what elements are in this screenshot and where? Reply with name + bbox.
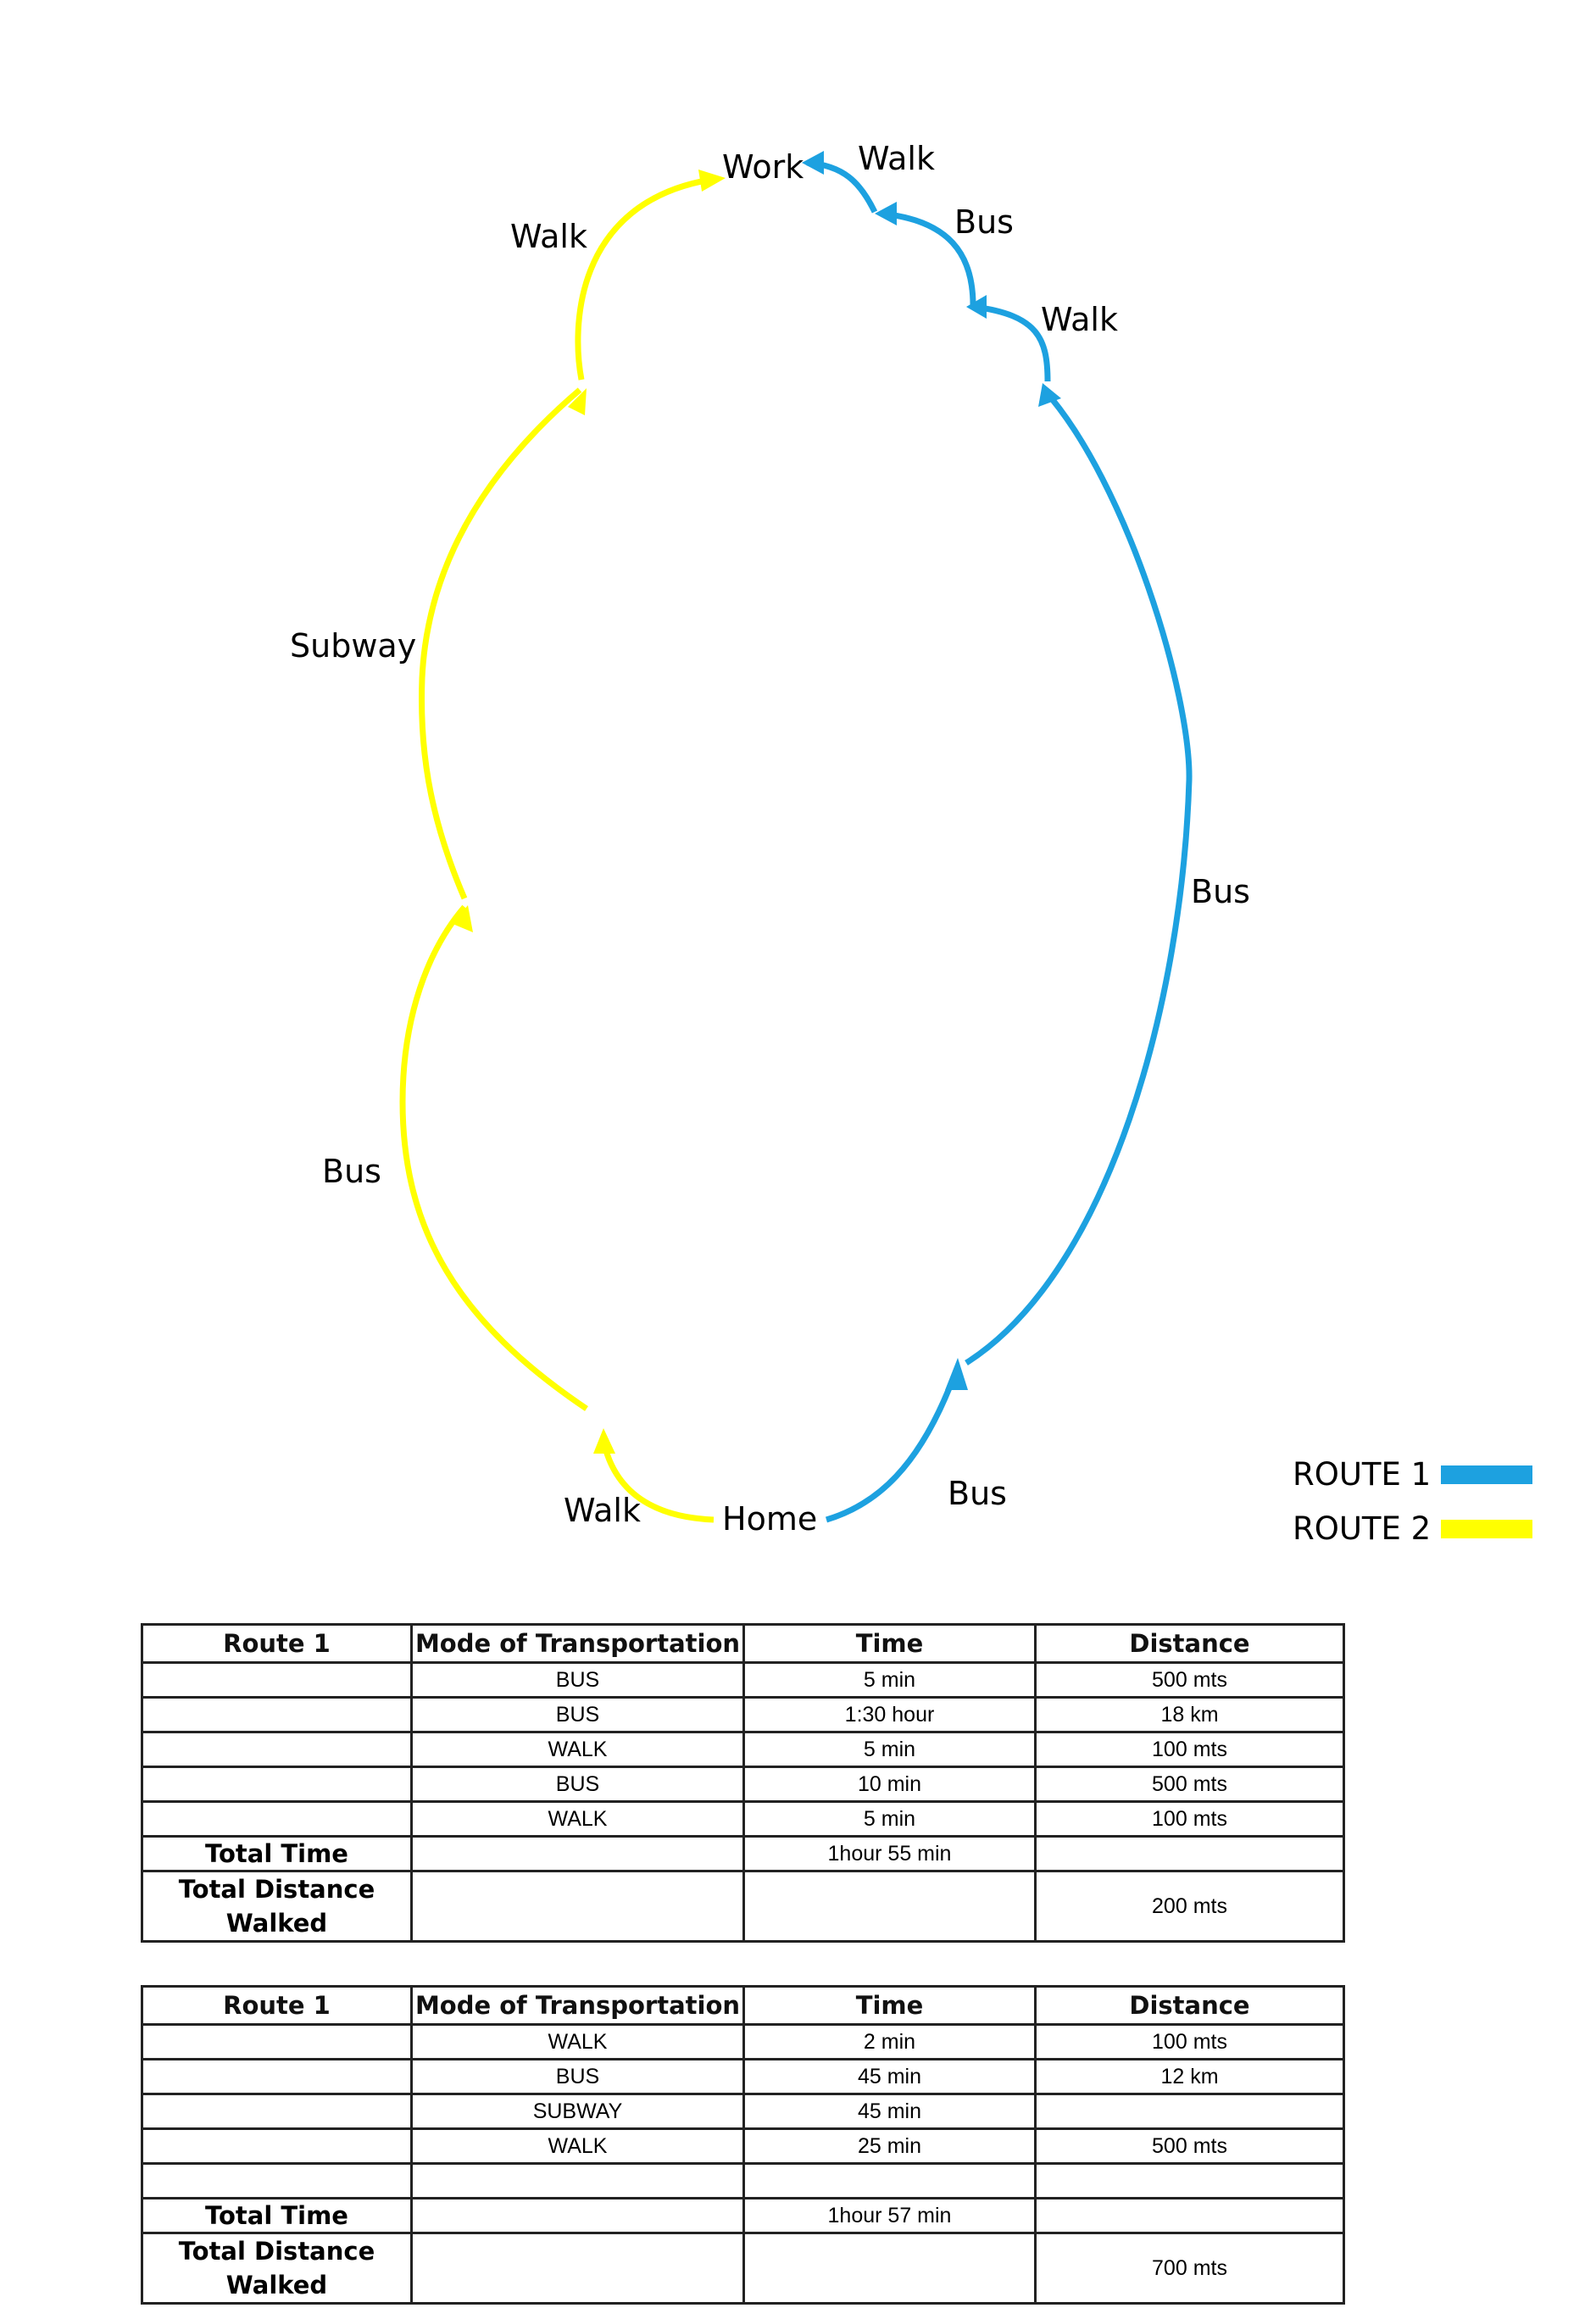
route-2-label-bus: Bus bbox=[322, 1153, 381, 1190]
table-header-row bbox=[142, 1625, 1344, 1663]
table-cell: 45 min bbox=[744, 2094, 1036, 2129]
route-2-label-walk-1: Walk bbox=[564, 1492, 641, 1529]
column-header: Distance bbox=[1036, 1625, 1344, 1663]
column-header: Mode of Transportation bbox=[412, 1625, 744, 1663]
total-time-row bbox=[142, 2199, 1344, 2233]
route-2-segment-subway bbox=[422, 390, 580, 898]
table-cell bbox=[1036, 2164, 1344, 2199]
column-header: Time bbox=[744, 1987, 1036, 2025]
table-cell bbox=[142, 1732, 412, 1767]
table-cell bbox=[1036, 2199, 1344, 2233]
table-cell bbox=[1036, 1837, 1344, 1871]
table-cell: 18 km bbox=[1036, 1698, 1344, 1732]
arrowhead-icon bbox=[802, 151, 824, 175]
column-header: Time bbox=[744, 1625, 1036, 1663]
table-cell: 5 min bbox=[744, 1663, 1036, 1698]
table-cell: BUS bbox=[412, 1698, 744, 1732]
route-2-path bbox=[403, 180, 714, 1520]
table-cell: WALK bbox=[412, 2129, 744, 2164]
legend-route-2 bbox=[1293, 1510, 1532, 1547]
table-cell: BUS bbox=[412, 1767, 744, 1802]
total-distance-row bbox=[142, 2233, 1344, 2304]
table-row bbox=[142, 1767, 1344, 1802]
route-1-label-walk-1: Walk bbox=[1041, 301, 1118, 338]
table-row bbox=[142, 2164, 1344, 2199]
table-cell: WALK bbox=[412, 1732, 744, 1767]
total-time-label: Total Time bbox=[142, 2199, 412, 2233]
column-header: Route 1 bbox=[142, 1987, 412, 2025]
table-cell: WALK bbox=[412, 1802, 744, 1837]
table-cell bbox=[142, 1698, 412, 1732]
total-distance-label-line-1: Total Distance bbox=[178, 2237, 375, 2266]
total-distance-label bbox=[142, 2233, 412, 2304]
route-1-segment-bus-1 bbox=[826, 1377, 954, 1520]
table-row bbox=[142, 2060, 1344, 2094]
route-2-segment-walk-2 bbox=[578, 180, 710, 380]
table-row bbox=[142, 2129, 1344, 2164]
route-2-label-subway: Subway bbox=[290, 627, 417, 665]
total-distance-value: 200 mts bbox=[1036, 1871, 1344, 1942]
column-header: Mode of Transportation bbox=[412, 1987, 744, 2025]
legend-label: ROUTE 2 bbox=[1293, 1510, 1432, 1547]
table-cell: 5 min bbox=[744, 1802, 1036, 1837]
table-cell: 12 km bbox=[1036, 2060, 1344, 2094]
table-row bbox=[142, 2025, 1344, 2060]
total-distance-row bbox=[142, 1871, 1344, 1942]
table-cell: 5 min bbox=[744, 1732, 1036, 1767]
table-row bbox=[142, 2094, 1344, 2129]
route-1-label-walk-2: Walk bbox=[858, 140, 935, 177]
table-header-row bbox=[142, 1987, 1344, 2025]
table-cell bbox=[1036, 2094, 1344, 2129]
table-cell: BUS bbox=[412, 1663, 744, 1698]
legend-swatch bbox=[1441, 1520, 1532, 1538]
table-cell bbox=[142, 2060, 412, 2094]
table-cell: 100 mts bbox=[1036, 2025, 1344, 2060]
table-cell: 25 min bbox=[744, 2129, 1036, 2164]
route-table-2 bbox=[141, 1985, 1345, 2305]
total-time-value: 1hour 55 min bbox=[744, 1837, 1036, 1871]
table-cell: SUBWAY bbox=[412, 2094, 744, 2129]
route-1-label-bus-3: Bus bbox=[954, 203, 1014, 241]
table-cell: BUS bbox=[412, 2060, 744, 2094]
node-home: Home bbox=[722, 1500, 818, 1538]
arrowhead-icon bbox=[875, 202, 897, 225]
table-cell: 500 mts bbox=[1036, 1663, 1344, 1698]
route-1-path bbox=[807, 163, 1189, 1520]
table-row bbox=[142, 1802, 1344, 1837]
total-distance-label-line-2: Walked bbox=[225, 1909, 328, 1938]
legend-swatch bbox=[1441, 1465, 1532, 1484]
table-cell: 500 mts bbox=[1036, 2129, 1344, 2164]
legend-route-1 bbox=[1293, 1456, 1532, 1493]
table-cell bbox=[142, 1802, 412, 1837]
table-row bbox=[142, 1698, 1344, 1732]
table-cell bbox=[744, 2164, 1036, 2199]
legend-label: ROUTE 1 bbox=[1293, 1456, 1432, 1493]
table-cell: 100 mts bbox=[1036, 1732, 1344, 1767]
table-cell: 1:30 hour bbox=[744, 1698, 1036, 1732]
table-cell: 45 min bbox=[744, 2060, 1036, 2094]
table-cell: 100 mts bbox=[1036, 1802, 1344, 1837]
route-2-segment-bus bbox=[403, 907, 587, 1409]
arrowhead-icon bbox=[945, 1358, 968, 1390]
arrowhead-icon bbox=[593, 1428, 615, 1454]
total-distance-label-line-2: Walked bbox=[225, 2271, 328, 2300]
total-time-row bbox=[142, 1837, 1344, 1871]
table-cell: 500 mts bbox=[1036, 1767, 1344, 1802]
total-time-value: 1hour 57 min bbox=[744, 2199, 1036, 2233]
table-row bbox=[142, 1663, 1344, 1698]
table-cell bbox=[744, 1871, 1036, 1942]
route-2-label-walk-2: Walk bbox=[510, 218, 587, 255]
route-2-arrowheads bbox=[453, 170, 726, 1454]
route-1-label-bus-1: Bus bbox=[948, 1475, 1007, 1512]
table-cell: 10 min bbox=[744, 1767, 1036, 1802]
table-cell bbox=[744, 2233, 1036, 2304]
table-cell bbox=[412, 1871, 744, 1942]
table-cell bbox=[142, 1767, 412, 1802]
total-distance-label bbox=[142, 1871, 412, 1942]
table-cell bbox=[142, 2094, 412, 2129]
table-cell bbox=[412, 2199, 744, 2233]
route-table-1 bbox=[141, 1623, 1345, 1943]
route-1-label-bus-2: Bus bbox=[1191, 873, 1250, 910]
column-header: Route 1 bbox=[142, 1625, 412, 1663]
route-1-segment-bus-2 bbox=[966, 390, 1189, 1363]
total-distance-label-line-1: Total Distance bbox=[178, 1875, 375, 1904]
table-cell: 2 min bbox=[744, 2025, 1036, 2060]
arrowhead-icon bbox=[966, 295, 987, 319]
table-cell bbox=[412, 1837, 744, 1871]
table-cell bbox=[412, 2164, 744, 2199]
route-1-arrowheads bbox=[802, 151, 1061, 1390]
table-cell bbox=[412, 2233, 744, 2304]
total-distance-value: 700 mts bbox=[1036, 2233, 1344, 2304]
table-cell bbox=[142, 1663, 412, 1698]
total-time-label: Total Time bbox=[142, 1837, 412, 1871]
table-cell: WALK bbox=[412, 2025, 744, 2060]
column-header: Distance bbox=[1036, 1987, 1344, 2025]
node-work: Work bbox=[722, 148, 804, 186]
table-cell bbox=[142, 2129, 412, 2164]
table-cell bbox=[142, 2025, 412, 2060]
table-row bbox=[142, 1732, 1344, 1767]
table-cell bbox=[142, 2164, 412, 2199]
